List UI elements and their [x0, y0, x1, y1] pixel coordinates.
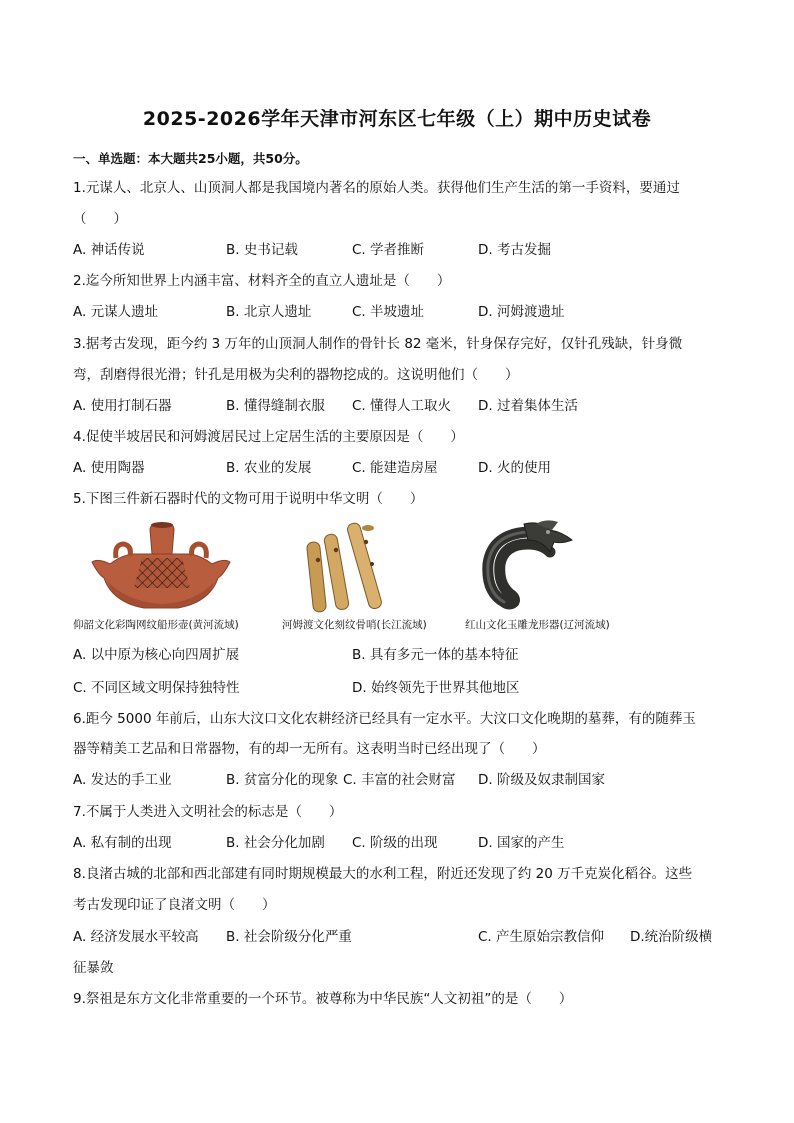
section-heading: 一、单选题：本大题共25小题，共50分。 [73, 151, 308, 166]
q7-option-d: D. 国家的产生 [478, 835, 565, 851]
q5-option-b: B. 具有多元一体的基本特征 [352, 647, 519, 663]
q2-option-c: C. 半坡遗址 [352, 304, 425, 320]
q1-option-c: C. 学者推断 [352, 242, 425, 258]
q1-option-d: D. 考古发掘 [478, 242, 551, 258]
exam-title: 2025-2026学年天津市河东区七年级（上）期中历史试卷 [142, 108, 652, 130]
q8-stem-line2: 考古发现印证了良渚文明（ ） [73, 897, 276, 913]
q5-stem: 5.下图三件新石器时代的文物可用于说明中华文明（ ） [73, 491, 424, 507]
jade-dragon-image [470, 518, 582, 614]
pottery-pot-image [88, 518, 234, 614]
q2-option-b: B. 北京人遗址 [226, 304, 312, 320]
q1-stem-line1: 1.元谋人、北京人、山顶洞人都是我国境内著名的原始人类。获得他们生产生活的第一手资料，要通过 [73, 180, 680, 196]
q3-stem-line1: 3.据考古发现，距今约 3 万年的山顶洞人制作的骨针长 82 毫米，针身保存完好，仅针孔残缺，针身微 [73, 336, 683, 352]
image-caption-jade-dragon: 红山文化玉雕龙形器(辽河流域) [465, 619, 610, 631]
q6-option-a: A. 发达的手工业 [73, 772, 172, 788]
q8-option-a: A. 经济发展水平较高 [73, 929, 199, 945]
image-caption-pottery: 仰韶文化彩陶网纹船形壶(黄河流域) [73, 619, 239, 631]
q4-option-a: A. 使用陶器 [73, 460, 145, 476]
q5-option-d: D. 始终领先于世界其他地区 [352, 680, 520, 696]
q6-stem-line1: 6.距今 5000 年前后，山东大汶口文化农耕经济已经具有一定水平。大汶口文化晚期的墓葬，有的随葬玉 [73, 711, 696, 727]
q8-option-b: B. 社会阶级分化严重 [226, 929, 352, 945]
q3-option-b: B. 懂得缝制衣服 [226, 398, 325, 414]
q3-option-c: C. 懂得人工取火 [352, 398, 452, 414]
q2-option-a: A. 元谋人遗址 [73, 304, 159, 320]
bone-whistle-image [300, 520, 410, 616]
q5-option-a: A. 以中原为核心向四周扩展 [73, 647, 240, 663]
q3-option-d: D. 过着集体生活 [478, 398, 578, 414]
q5-option-c: C. 不同区域文明保持独特性 [73, 680, 240, 696]
q7-stem: 7.不属于人类进入文明社会的标志是（ ） [73, 804, 343, 820]
q8-stem-line1: 8.良渚古城的北部和西北部建有同时期规模最大的水利工程，附近还发现了约 20 万千克炭化稻谷。这些 [73, 866, 693, 882]
q6-option-b: B. 贫富分化的现象 [226, 772, 339, 788]
q3-option-a: A. 使用打制石器 [73, 398, 172, 414]
q3-stem-line2: 弯，刮磨得很光滑；针孔是用极为尖利的器物挖成的。这说明他们（ ） [73, 367, 519, 383]
q1-option-b: B. 史书记载 [226, 242, 298, 258]
q8-option-d: D.统治阶级横 [630, 929, 713, 945]
q8-option-c: C. 产生原始宗教信仰 [478, 929, 605, 945]
q1-option-a: A. 神话传说 [73, 242, 145, 258]
q7-option-a: A. 私有制的出现 [73, 835, 172, 851]
q4-option-d: D. 火的使用 [478, 460, 551, 476]
q4-stem: 4.促使半坡居民和河姆渡居民过上定居生活的主要原因是（ ） [73, 429, 464, 445]
q1-stem-line2: （ ） [73, 211, 127, 227]
q7-option-c: C. 阶级的出现 [352, 835, 438, 851]
q7-option-b: B. 社会分化加剧 [226, 835, 325, 851]
q6-option-d: D. 阶级及奴隶制国家 [478, 772, 605, 788]
q4-option-c: C. 能建造房屋 [352, 460, 438, 476]
q6-option-c: C. 丰富的社会财富 [343, 772, 456, 788]
q2-option-d: D. 河姆渡遗址 [478, 304, 565, 320]
q8-option-d-continued: 征暴敛 [73, 960, 114, 976]
q6-stem-line2: 器等精美工艺品和日常器物，有的却一无所有。这表明当时已经出现了（ ） [73, 741, 546, 757]
q4-option-b: B. 农业的发展 [226, 460, 312, 476]
image-caption-bone-whistle: 河姆渡文化刻纹骨哨(长江流域) [282, 619, 427, 631]
q2-stem: 2.迄今所知世界上内涵丰富、材料齐全的直立人遗址是（ ） [73, 273, 451, 289]
q9-stem: 9.祭祖是东方文化非常重要的一个环节。被尊称为中华民族“人文初祖”的是（ ） [73, 991, 573, 1007]
